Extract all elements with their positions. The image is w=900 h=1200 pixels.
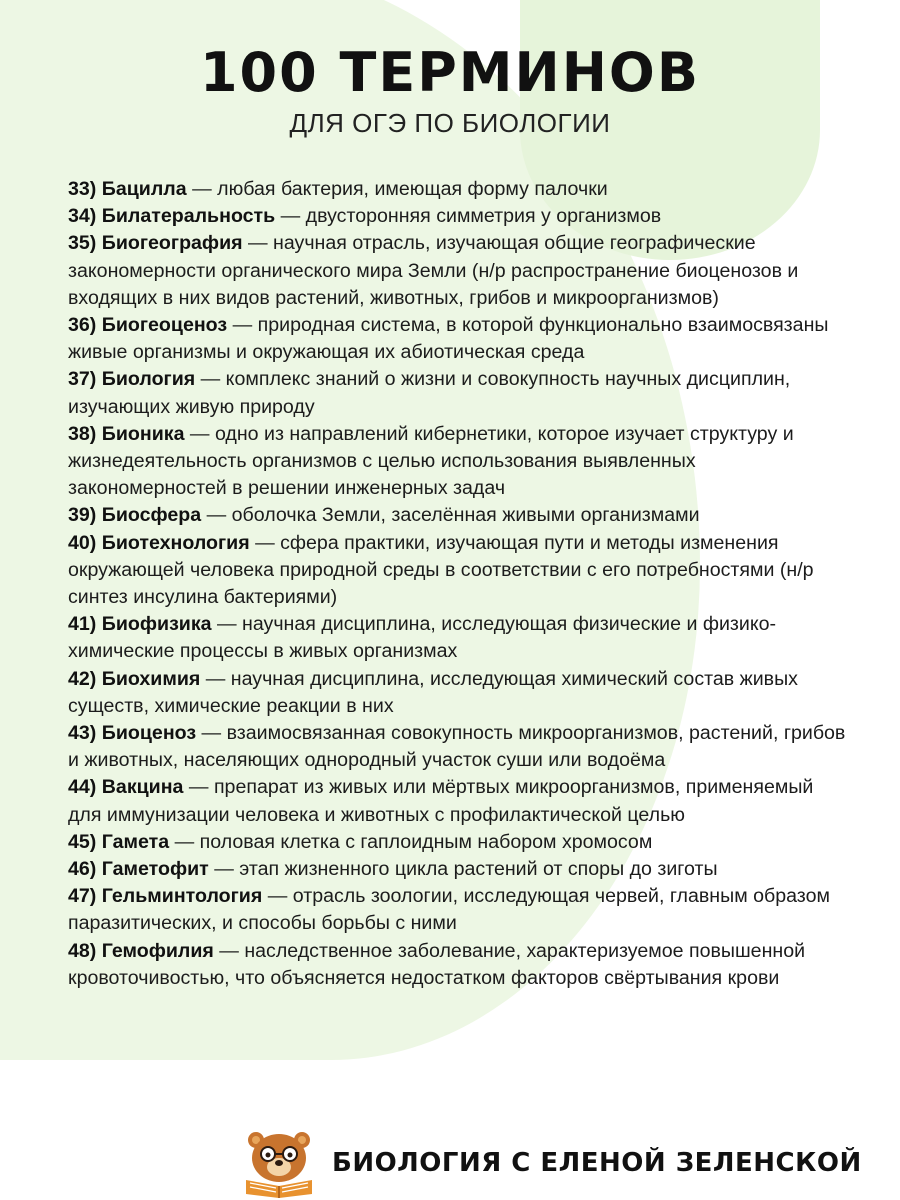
term-item [68,856,848,883]
term-item [68,666,848,720]
page-subtitle: ДЛЯ ОГЭ ПО БИОЛОГИИ [289,108,611,138]
term-definition: — двусторонняя симметрия у организмов [275,205,662,228]
page-title: 100 ТЕРМИНОВ [199,41,700,104]
term-item [68,883,848,937]
term-item [68,530,848,612]
term-heading: 33) Бацилла [68,178,187,200]
term-item [68,176,848,203]
term-item [68,938,848,992]
term-definition: — оболочка Земли, заселённая живыми организмами [201,504,700,527]
term-definition: — препарат из живых или мёртвых микроорганизмов, применяемый для иммунизации человека и животных с профилактической целью [68,776,814,826]
header [0,41,900,138]
term-item [68,366,848,420]
term-heading: 43) Биоценоз [68,722,197,745]
term-definition: — научная отрасль, изучающая общие географические закономерности органического мира Земли (н/р распространение биоценозов и входящих в них видов растений, животных, грибов и микроорганизмов) [68,232,799,309]
term-heading: 47) Гельминтология [68,885,263,908]
term-item [68,312,848,366]
term-definition: — сфера практики, изучающая пути и методы изменения окружающей человека природной среды в соответствии с его потребностями (н/р синтез инсулина бактериями) [68,531,814,609]
term-heading: 40) Биотехнология [68,531,250,554]
term-definition: — отрасль зоологии, исследующая червей, главным образом паразитических, и способы борьбы с ними [68,885,830,935]
term-item [68,203,848,230]
term-item [68,611,848,665]
term-definition: — взаимосвязанная совокупность микроорганизмов, растений, грибов и животных, населяющих однородный участок суши или водоёма [68,722,846,772]
term-definition: — научная дисциплина, исследующая химический состав живых существ, химические реакции в них [68,667,798,717]
brand-name: БИОЛОГИЯ С ЕЛЕНОЙ ЗЕЛЕНСКОЙ [332,1148,862,1178]
term-item [68,502,848,529]
term-heading: 38) Бионика [68,422,185,445]
term-heading: 39) Биосфера [68,504,202,527]
bear-reading-book-icon [238,1128,320,1198]
term-heading: 35) Биогеография [68,232,243,255]
term-heading: 41) Биофизика [68,613,212,636]
term-definition: — одно из направлений кибернетики, которое изучает структуру и жизнедеятельность организмов с целью использования выявленных закономерностей в решении инженерных задач [68,422,794,500]
footer-brand [238,1128,862,1198]
term-definition: — комплекс знаний о жизни и совокупность научных дисциплин, изучающих живую природу [68,368,791,418]
terms-list [68,176,848,992]
term-heading: 37) Биология [68,368,196,391]
term-definition: — этап жизненного цикла растений от споры до зиготы [208,858,718,881]
term-item [68,829,848,856]
term-heading: 48) Гемофилия [68,939,214,962]
term-item [68,720,848,774]
term-heading: 45) Гамета [68,830,170,853]
term-definition: — любая бактерия, имеющая форму палочки [186,178,608,200]
term-definition: — половая клетка с гаплоидным набором хромосом [169,830,653,853]
term-item [68,421,848,503]
term-heading: 42) Биохимия [68,667,201,690]
term-definition: — наследственное заболевание, характеризуемое повышенной кровоточивостью, что объясняется недостатком факторов свёртывания крови [68,939,806,989]
term-definition: — научная дисциплина, исследующая физические и физико-химические процессы в живых организмах [68,613,777,663]
term-item [68,774,848,828]
term-heading: 44) Вакцина [68,776,184,799]
term-heading: 34) Билатеральность [68,205,276,228]
term-definition: — природная система, в которой функционально взаимосвязаны живые организмы и окружающая их абиотическая среда [68,314,829,364]
term-heading: 36) Биогеоценоз [68,314,228,337]
term-item [68,230,848,312]
term-heading: 46) Гаметофит [68,858,209,881]
